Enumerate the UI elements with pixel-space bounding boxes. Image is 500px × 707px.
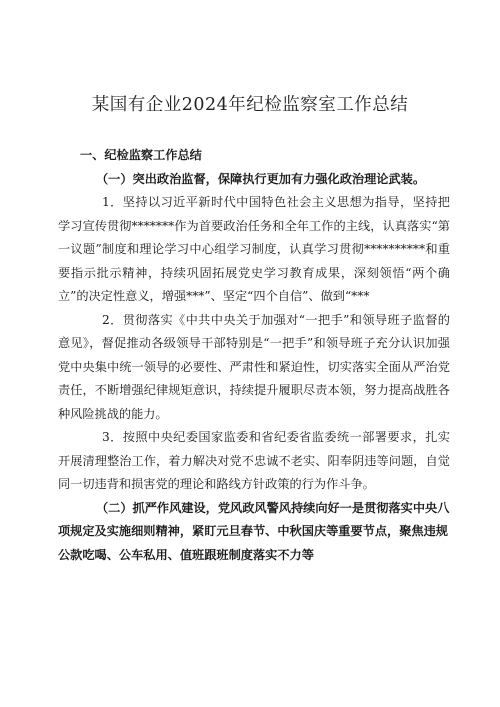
document-body	[58, 144, 450, 567]
document-title: 某国有企业2024年纪检监察室工作总结	[91, 95, 409, 115]
subsection-heading-1: （一）突出政治监督，保障执行更加有力强化政治理论武装。	[96, 171, 426, 186]
paragraph-1: 1．坚持以习近平新时代中国特色社会主义思想为指导，坚持把学习宣传贯彻*******作为首要政治任务和全年工作的主线，认真落实“第一议题”制度和理论学习中心组学习制度，认真学习贯彻**********和重要指示批示精神，持续巩固拓展党史学习教育成果，深刻领悟“两个确立”的决定性意义，增强***”、坚定“四个自信”、做到“***	[58, 195, 450, 303]
section-heading-1: 一、纪检监察工作总结	[80, 148, 202, 162]
paragraph-2: 2．贯彻落实《中共中央关于加强对“一把手”和领导班子监督的意见》，督促推动各级领导干部特别是“一把手”和领导班子充分认识加强党中央集中统一领导的必要性、严肃性和紧迫性，切实落实全面从严治党责任，不断增强纪律规矩意识，持续提升履职尽责本领，努力提高战胜各种风险挑战的能力。	[58, 312, 450, 421]
subsection-heading-2: （二）抓严作风建设，党风政风警风持续向好一是贯彻落实中央八项规定及实施细则精神，紧盯元旦春节、中秋国庆等重要节点，聚焦违规公款吃喝、公车私用、值班跟班制度落实不力等	[58, 500, 450, 562]
paragraph-3: 3．按照中央纪委国家监委和省纪委省监委统一部署要求，扎实开展清理整治工作，着力解决对党不忠诚不老实、阳奉阴违等问题，自觉同一切违背和损害党的理论和路线方针政策的行为作斗争。	[58, 430, 450, 491]
